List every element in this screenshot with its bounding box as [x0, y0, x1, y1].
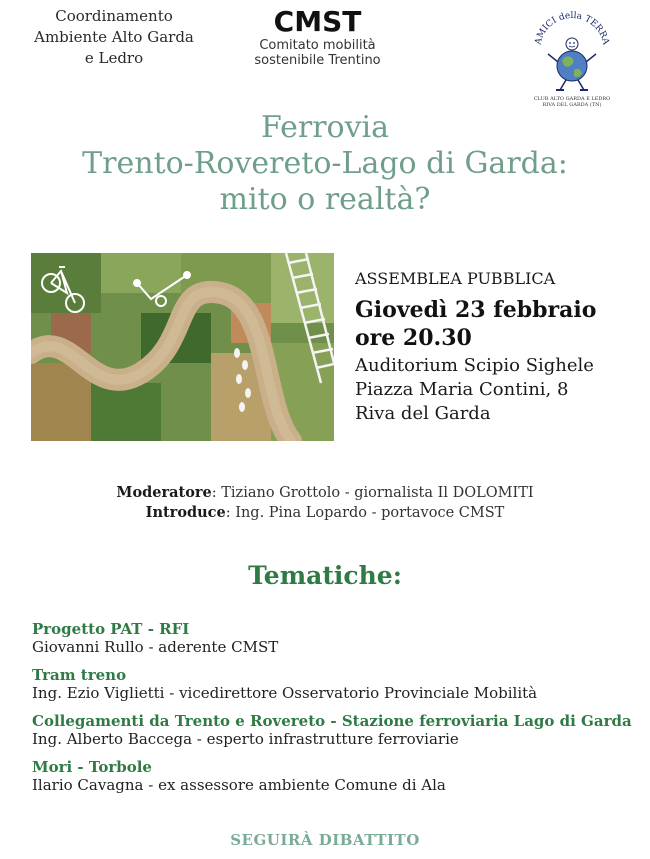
role-moderator [0, 483, 650, 503]
title-line: mito o realtà? [219, 182, 431, 217]
event-venue [355, 354, 645, 426]
topic-title: Collegamenti da Trento e Rovereto - Stazione ferroviaria Lago di Garda [32, 712, 632, 730]
role-introducer [0, 503, 650, 523]
footer-note: SEGUIRÀ DIBATTITO [230, 831, 420, 849]
topic-item [32, 758, 642, 794]
topics-list [32, 620, 642, 804]
topic-item [32, 666, 642, 702]
event-label: ASSEMBLEA PUBBLICA [355, 269, 556, 288]
cmst-organizer [230, 6, 405, 68]
role-key: Introduce [145, 504, 226, 521]
main-title [0, 110, 650, 218]
section-title: Tematiche: [248, 561, 402, 590]
organizer-line: e Ledro [84, 49, 144, 67]
amici-della-terra-logo [522, 10, 622, 110]
logo-caption-line: RIVA DEL GARDA (TN) [542, 102, 602, 108]
roles [0, 483, 650, 523]
topic-title: Mori - Torbole [32, 758, 152, 776]
title-line: Ferrovia [260, 110, 390, 145]
topic-speaker: Giovanni Rullo - aderente CMST [32, 638, 279, 656]
title-line: Trento-Rovereto-Lago di Garda: [82, 146, 568, 181]
organizer-left [16, 6, 212, 69]
role-value: : Tiziano Grottolo - giornalista Il DOLOMITI [211, 485, 534, 501]
role-value: : Ing. Pina Lopardo - portavoce CMST [225, 505, 505, 521]
topic-item [32, 712, 642, 748]
cmst-subtitle-line: sostenibile Trentino [254, 53, 381, 68]
cmst-subtitle-line: Comitato mobilità [259, 38, 376, 53]
role-key: Moderatore [116, 484, 212, 501]
venue-line: Auditorium Scipio Sighele [355, 355, 594, 376]
logo-arc-text: AMICI della TERRA [533, 10, 611, 46]
topic-item [32, 620, 642, 656]
event-date: Giovedì 23 febbraio [355, 297, 597, 323]
topic-title: Tram treno [32, 666, 127, 684]
event-info [355, 268, 645, 426]
venue-line: Piazza Maria Contini, 8 [355, 379, 569, 400]
topic-speaker: Ing. Ezio Viglietti - vicedirettore Osservatorio Provinciale Mobilità [32, 684, 538, 702]
organizer-line: Coordinamento [55, 7, 173, 25]
topic-title: Progetto PAT - RFI [32, 620, 190, 638]
cmst-subtitle [230, 38, 405, 68]
cmst-title: CMST [273, 5, 362, 38]
venue-line: Riva del Garda [355, 403, 491, 424]
logo-caption-line: CLUB ALTO GARDA E LEDRO [533, 96, 611, 102]
organizer-line: Ambiente Alto Garda [34, 28, 194, 46]
event-time: ore 20.30 [355, 325, 472, 351]
aerial-river-photo [31, 253, 334, 441]
topic-speaker: Ing. Alberto Baccega - esperto infrastrutture ferroviarie [32, 730, 459, 748]
topic-speaker: Ilario Cavagna - ex assessore ambiente Comune di Ala [32, 776, 446, 794]
